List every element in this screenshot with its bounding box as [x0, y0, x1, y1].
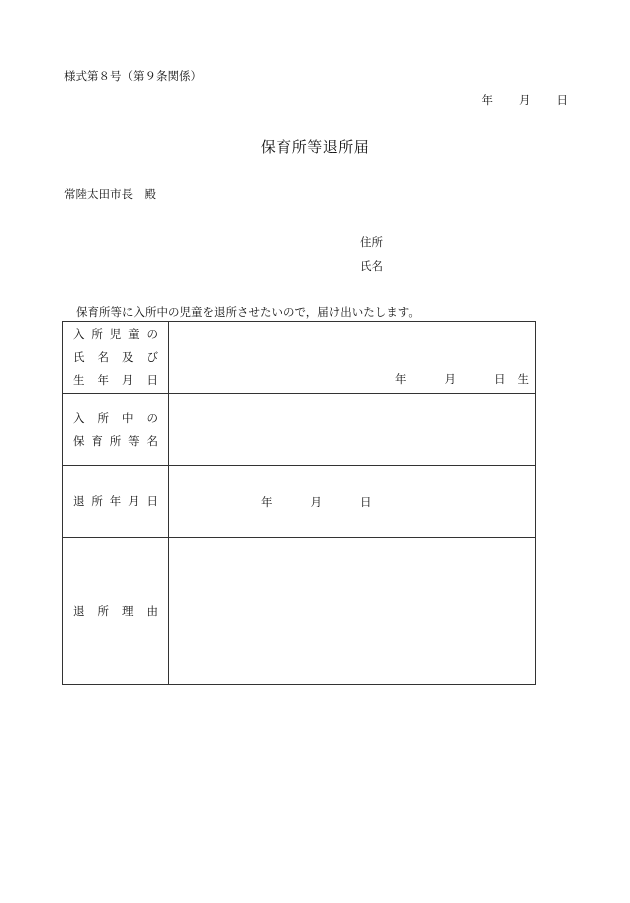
exit-month-label: 月 — [310, 495, 322, 509]
exit-day-label: 日 — [360, 495, 372, 509]
exit-date-labels — [261, 494, 372, 510]
table-row-child — [63, 322, 536, 394]
form-number: 様式第８号（第９条関係） — [64, 69, 202, 83]
reason-label-cell — [63, 538, 169, 685]
submission-date — [482, 92, 569, 108]
reason-field[interactable] — [169, 538, 536, 685]
date-year-label: 年 — [481, 93, 493, 107]
page-title: 保育所等退所届 — [260, 138, 370, 156]
child-name-birthdate-field[interactable] — [169, 322, 536, 394]
exit-date-label-cell — [63, 466, 169, 538]
birth-day-label: 日 — [494, 372, 506, 386]
date-day-label: 日 — [556, 93, 568, 107]
facility-label-cell — [63, 394, 169, 466]
name-label: 氏名 — [360, 259, 383, 273]
table-row-facility — [63, 394, 536, 466]
exit-date-label: 退 所 年 月 日 — [73, 494, 158, 508]
birth-suffix-label: 生 — [517, 372, 529, 386]
table-row-reason — [63, 538, 536, 685]
facility-label-line-1: 入 所 中 の — [73, 410, 158, 425]
exit-date-field[interactable] — [169, 466, 536, 538]
exit-year-label: 年 — [261, 495, 273, 509]
statement-text: 保育所等に入所中の児童を退所させたいので，届け出いたします。 — [76, 305, 420, 319]
birthdate-labels — [395, 371, 529, 387]
child-label-line-1: 入 所 児 童 の — [73, 327, 158, 341]
child-label-line-3: 生 年 月 日 — [73, 373, 158, 387]
facility-name-field[interactable] — [169, 394, 536, 466]
table-row-exit-date — [63, 466, 536, 538]
addressee: 常陸太田市長 殿 — [64, 187, 156, 201]
date-month-label: 月 — [519, 93, 531, 107]
facility-label-line-2: 保 育 所 等 名 — [73, 433, 158, 448]
reason-label: 退 所 理 由 — [73, 603, 158, 618]
withdrawal-form-table — [62, 321, 536, 685]
child-label-line-2: 氏 名 及 び — [73, 350, 158, 364]
address-label: 住所 — [360, 235, 383, 249]
child-label-cell — [63, 322, 169, 394]
birth-year-label: 年 — [395, 372, 407, 386]
birth-month-label: 月 — [444, 372, 456, 386]
